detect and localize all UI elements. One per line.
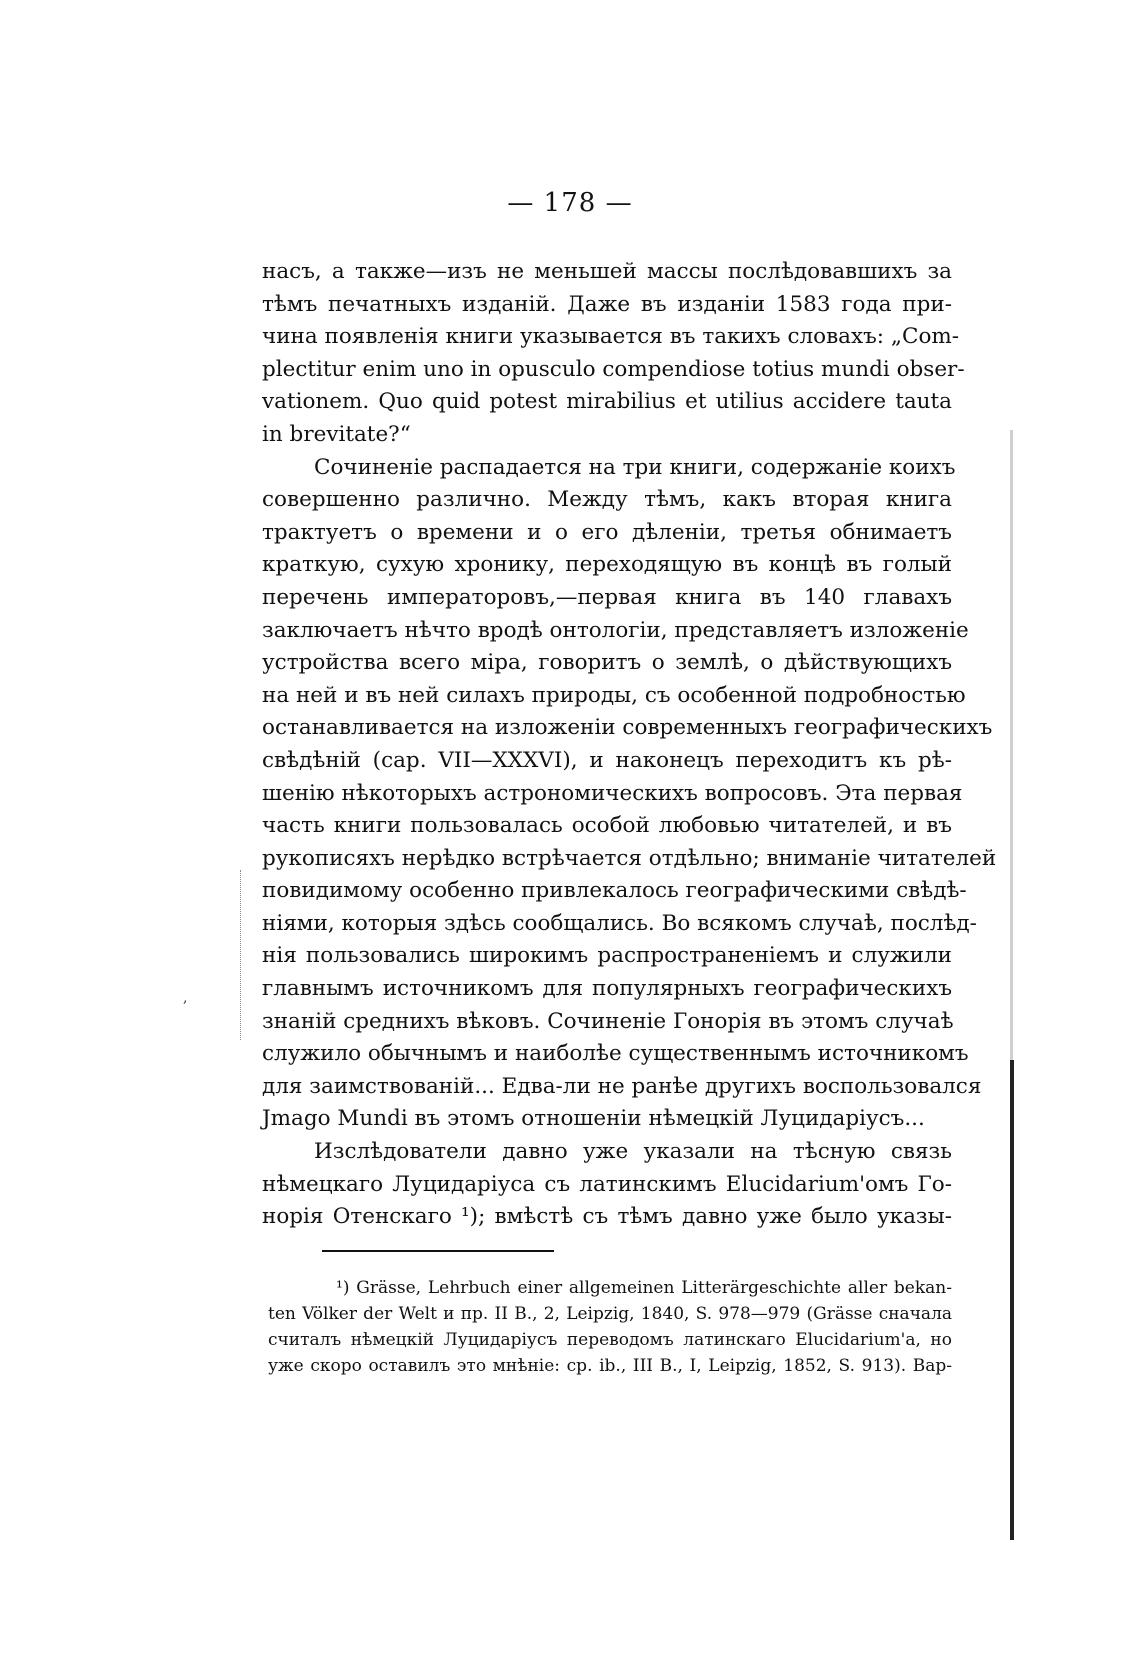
main-text <box>262 256 997 1234</box>
footnotes <box>268 1275 952 1379</box>
text-line: останавливается на изложеніи современныхъ географическихъ <box>262 715 993 741</box>
text-line: Jmago Mundi въ этомъ отношеніи нѣмецкій Луцидаріусъ... <box>262 1106 925 1132</box>
text-line: перечень императоровъ,—первая книга въ 140 главахъ <box>262 584 952 610</box>
text-line: главнымъ источникомъ для популярныхъ географическихъ <box>262 976 952 1002</box>
text-line: насъ, а также—изъ не меньшей массы послѣдовавшихъ за <box>262 259 952 284</box>
footnote-line: считалъ нѣмецкій Луцидаріусъ переводомъ латинскаго Elucidarium'a, но <box>268 1330 952 1350</box>
page-number: — 178 — <box>507 188 633 218</box>
text-line: на ней и въ ней силахъ природы, съ особенной подробностью <box>262 682 966 708</box>
footnote-separator <box>322 1250 554 1252</box>
margin-pencil-mark <box>240 870 247 1040</box>
footnote-line: ten Völker der Welt и пр. II B., 2, Leipzig, 1840, S. 978—979 (Grässe сначала <box>268 1304 952 1324</box>
text-line: нѣмецкаго Луцидаріуса съ латинскимъ Elucidarium'омъ Го- <box>262 1171 952 1197</box>
text-line: часть книги пользовалась особой любовью читателей, и въ <box>262 813 952 839</box>
text-line: заключаетъ нѣчто вродѣ онтологіи, представляетъ изложеніе <box>262 617 969 643</box>
scan-edge-line <box>1010 1060 1014 1540</box>
text-line: краткую, сухую хронику, переходящую въ концѣ въ голый <box>262 552 952 578</box>
text-line: in brevitate?“ <box>262 421 411 447</box>
text-line: устройства всего міра, говоритъ о землѣ, о дѣйствующихъ <box>262 650 952 676</box>
text-line: чина появленія книги указывается въ такихъ словахъ: „Com- <box>262 324 960 350</box>
text-line: plectitur enim uno in opusculo compendiose totius mundi obser- <box>262 356 965 382</box>
text-line: vationem. Quo quid potest mirabilius et utilius accidere tauta <box>262 389 952 415</box>
paragraph-start-line: Изслѣдователи давно уже указали на тѣсную связь <box>314 1139 952 1165</box>
text-line: норія Отенскаго ¹); вмѣстѣ съ тѣмъ давно уже было указы- <box>262 1204 952 1230</box>
text-line: трактуетъ о времени и о его дѣленіи, третья обнимаетъ <box>262 519 952 545</box>
text-line: служило обычнымъ и наиболѣе существеннымъ источникомъ <box>262 1041 969 1067</box>
text-line: свѣдѣній (cap. VII—XXXVI), и наконецъ переходитъ къ рѣ- <box>262 747 952 773</box>
text-line: ніями, которыя здѣсь сообщались. Во всякомъ случаѣ, послѣд- <box>262 910 977 936</box>
text-line: нія пользовались широкимъ распространеніемъ и служили <box>262 943 952 969</box>
text-line: рукописяхъ нерѣдко встрѣчается отдѣльно; вниманіе читателей <box>262 845 997 871</box>
text-line: шенію нѣкоторыхъ астрономическихъ вопросовъ. Эта первая <box>262 780 963 806</box>
text-line: знаній среднихъ вѣковъ. Сочиненіе Гонорія въ этомъ случаѣ <box>262 1008 954 1034</box>
margin-dot-mark: , <box>183 990 188 1006</box>
text-line: тѣмъ печатныхъ изданій. Даже въ изданіи 1583 года при- <box>262 291 952 317</box>
text-line: для заимствованій... Едва-ли не ранѣе другихъ воспользовался <box>262 1073 982 1099</box>
paragraph-start-line: Сочиненіе распадается на три книги, содержаніе коихъ <box>314 454 956 480</box>
text-line: совершенно различно. Между тѣмъ, какъ вторая книга <box>262 487 952 513</box>
footnote-line: ¹) Grässe, Lehrbuch einer allgemeinen Litterärgeschichte aller bekan- <box>336 1278 952 1298</box>
text-line: повидимому особенно привлекалось географическими свѣдѣ- <box>262 878 967 904</box>
footnote-line: уже скоро оставилъ это мнѣніе: ср. ib., III B., I, Leipzig, 1852, S. 913). Вар- <box>268 1356 952 1376</box>
